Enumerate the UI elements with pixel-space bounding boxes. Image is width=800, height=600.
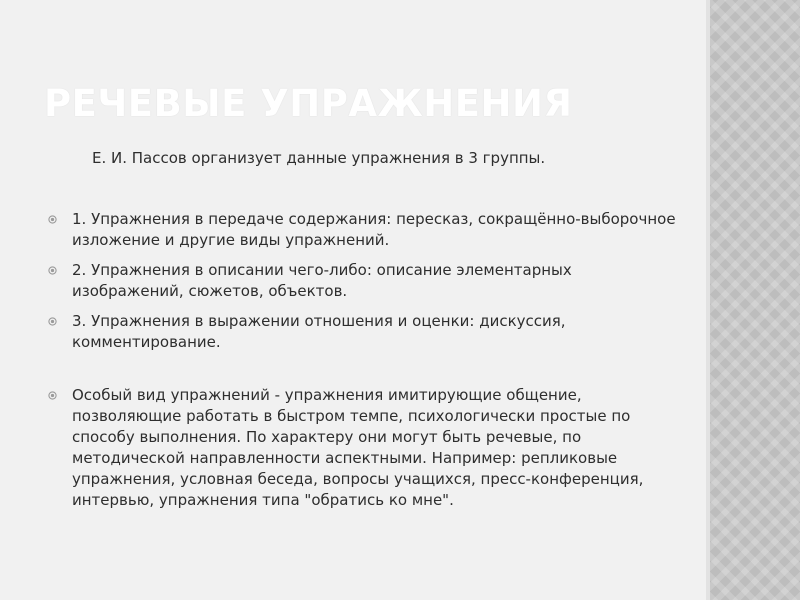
circle-bullet-icon <box>48 266 57 275</box>
list-item-text: 3. Упражнения в выражении отношения и оценки: дискуссия, комментирование. <box>72 312 566 351</box>
list-item <box>46 209 686 251</box>
slide-title: РЕЧЕВЫЕ УПРАЖНЕНИЯ <box>44 82 573 125</box>
list-item <box>46 260 686 302</box>
list-item-text: 2. Упражнения в описании чего-либо: описание элементарных изображений, сюжетов, объектов. <box>72 261 572 300</box>
list-item <box>46 311 686 353</box>
list-item-text: 1. Упражнения в передаче содержания: пересказ, сокращённо-выборочное изложение и другие виды упражнений. <box>72 210 676 249</box>
circle-bullet-icon <box>48 215 57 224</box>
intro-text: Е. И. Пассов организует данные упражнения в 3 группы. <box>92 149 546 167</box>
bullet-list <box>46 209 686 520</box>
list-item-text: Особый вид упражнений - упражнения имитирующие общение, позволяющие работать в быстром темпе, психологически простые по способу выполнения. По характеру они могут быть речевые, по методической направленности аспектными. Например: репликовые упражнения, условная беседа, вопросы учащихся, пресс-конференция, интервью, упражнения типа "обратись ко мне". <box>72 386 644 509</box>
list-item <box>46 385 686 511</box>
circle-bullet-icon <box>48 317 57 326</box>
circle-bullet-icon <box>48 391 57 400</box>
decorative-side-band <box>710 0 800 600</box>
